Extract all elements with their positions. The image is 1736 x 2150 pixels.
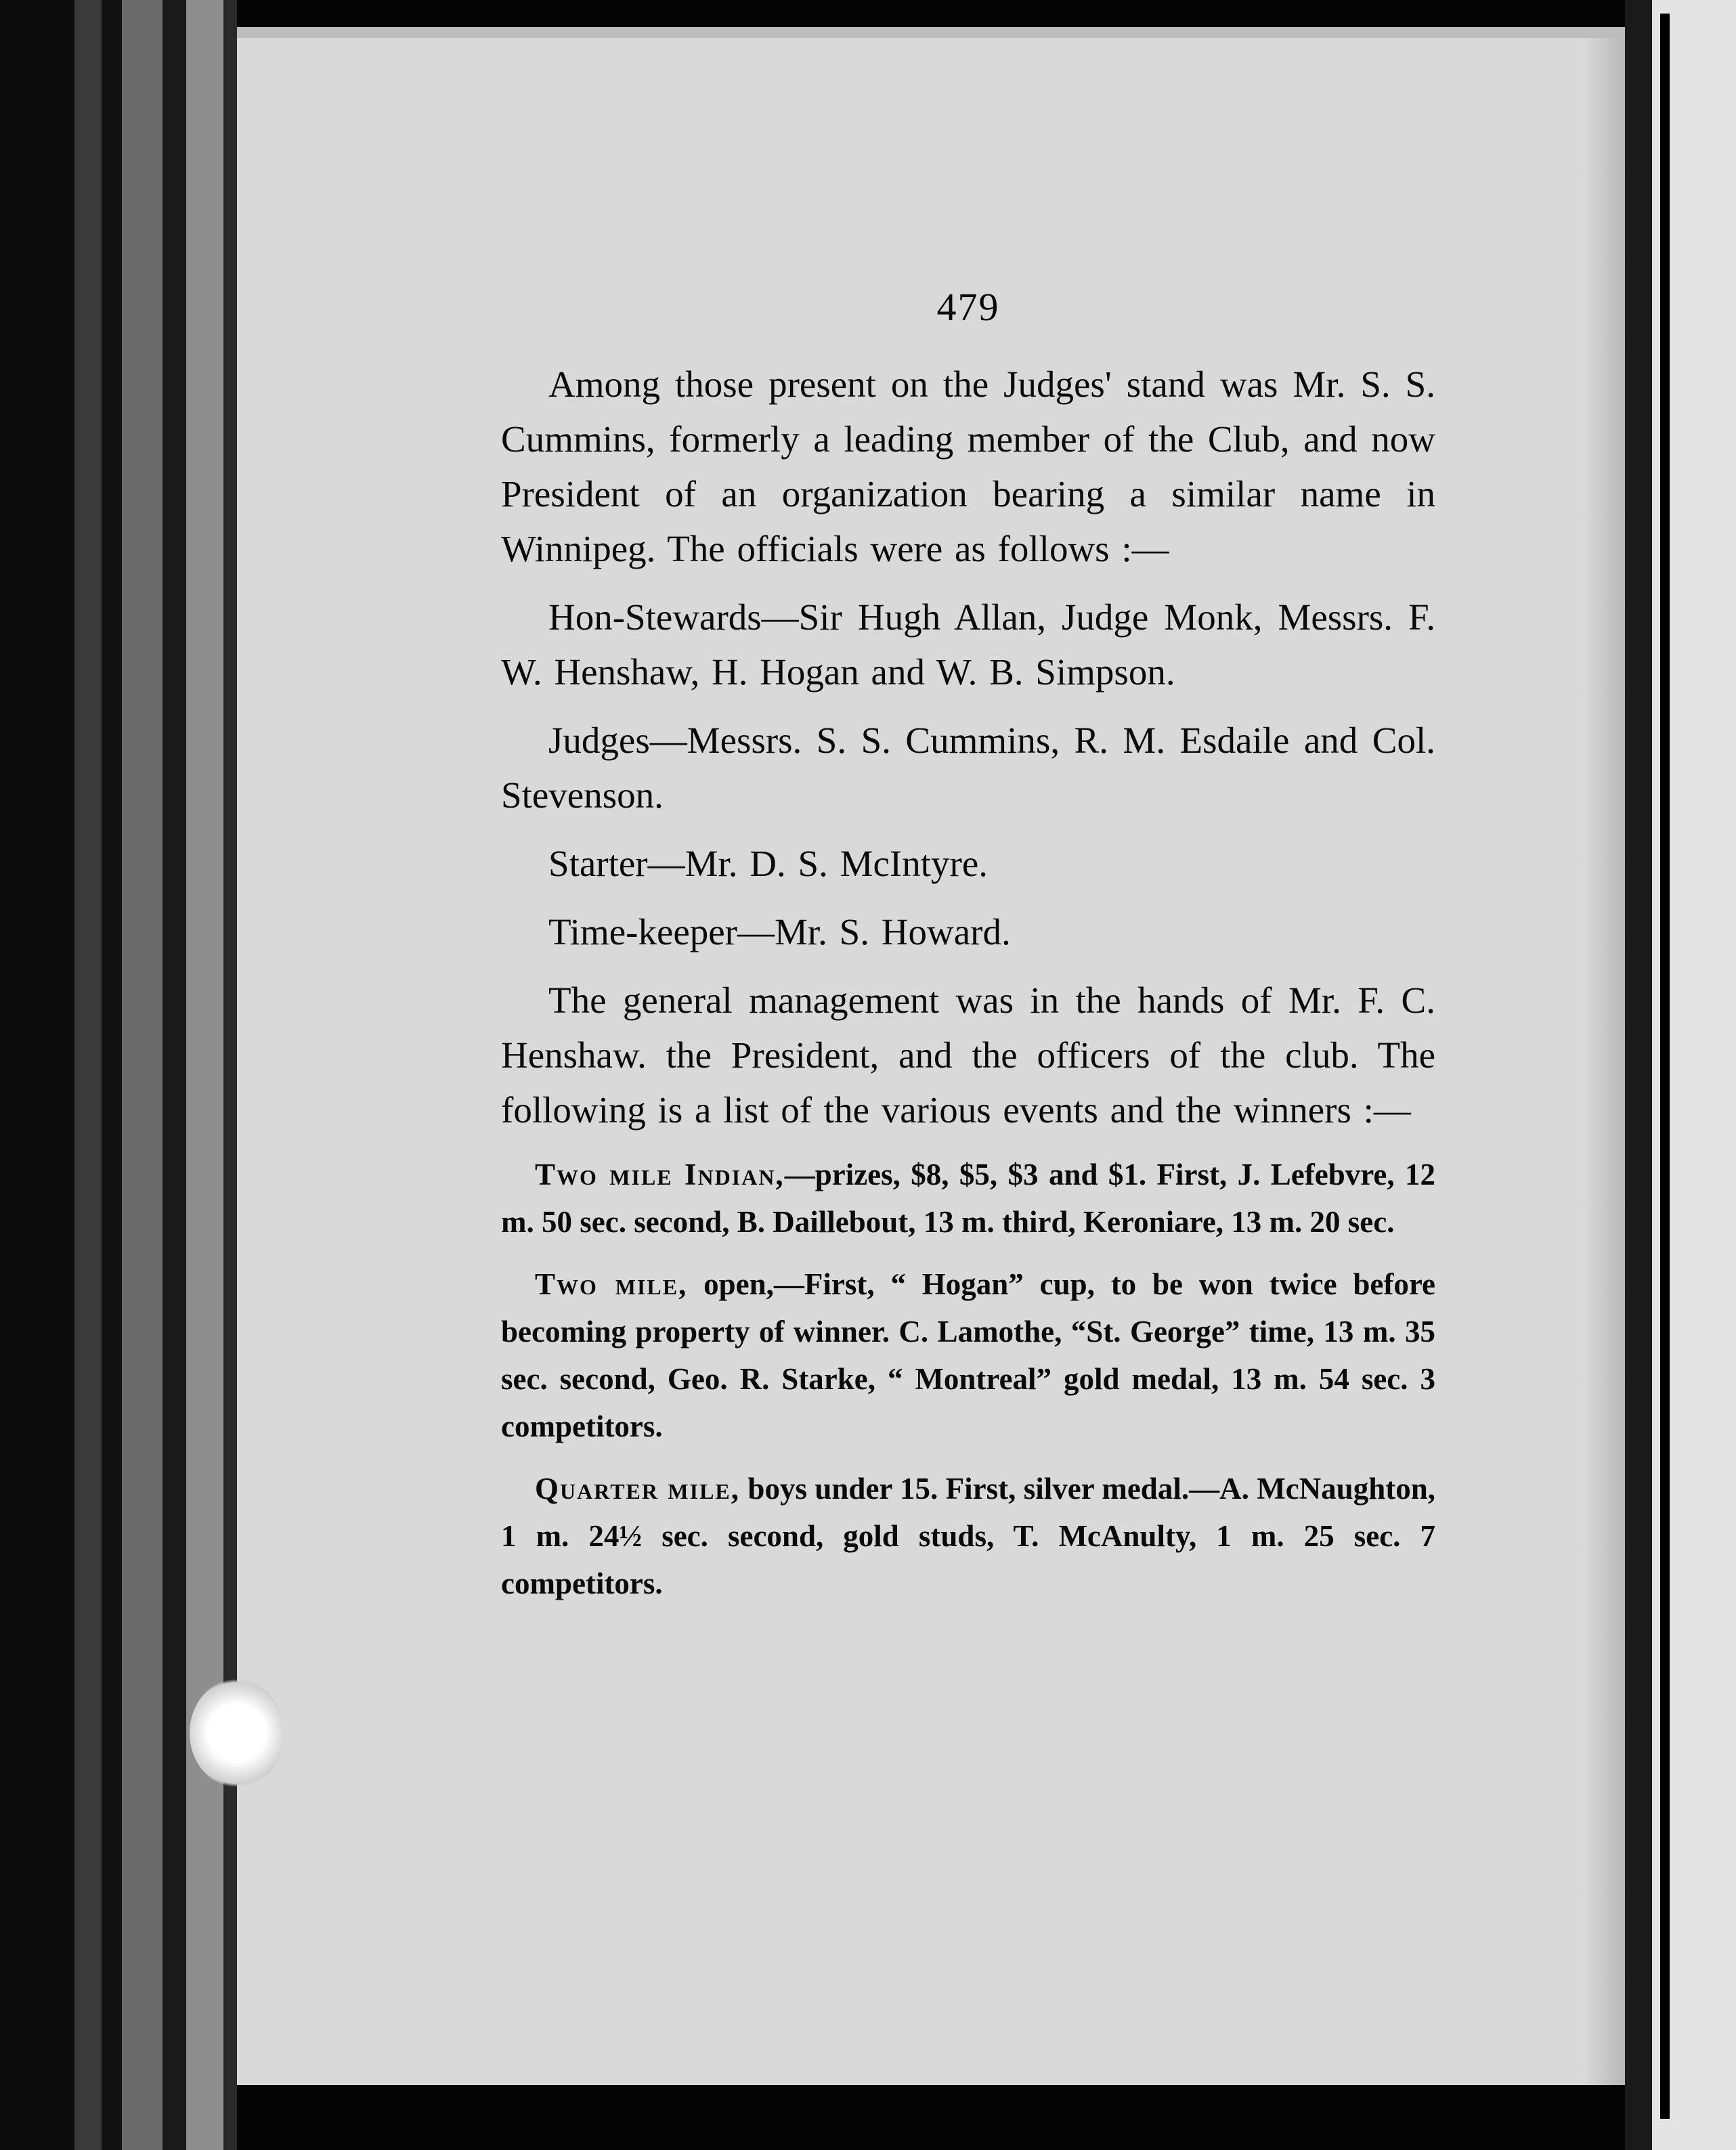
event-text: —prizes, $8, $5, $3 and $1. First, J. Lefebvre, 12 m. 50 sec. second, B. Daillebout, 13 m. third, Keroniare, 13 m. 20 sec. <box>501 1158 1435 1239</box>
book-edge <box>0 0 74 2150</box>
book-gutter <box>1625 0 1652 2150</box>
page-smudge <box>190 1679 284 1787</box>
event-two-mile-open <box>501 1260 1435 1450</box>
event-title: Two mile Indian, <box>535 1158 785 1191</box>
paragraph-management: The general management was in the hands of Mr. F. C. Henshaw. the President, and the officers of the club. The following is a list of the various events and the winners :— <box>501 980 1435 1131</box>
event-quarter-mile <box>501 1465 1435 1607</box>
paragraph-hon-stewards: Hon-Stewards—Sir Hugh Allan, Judge Monk, Messrs. F. W. Henshaw, H. Hogan and W. B. Simpson. <box>501 596 1435 693</box>
paragraph-officials-intro: Among those present on the Judges' stand was Mr. S. S. Cummins, formerly a leading member of the Club, and now President of an organization bearing a similar name in Winnipeg. The officials were as follows :— <box>501 364 1435 569</box>
book-edge <box>74 0 102 2150</box>
book-edge <box>186 0 223 2150</box>
event-text: open,—First, “ Hogan” cup, to be won twice before becoming property of winner. C. Lamothe, “St. George” time, 13 m. 35 sec. second, Geo. R. Starke, “ Montreal” gold medal, 13 m. 54 sec. 3 competitors. <box>501 1267 1436 1443</box>
event-text: boys under 15. First, silver medal.—A. McNaughton, 1 m. 24½ sec. second, gold studs, T. McAnulty, 1 m. 25 sec. 7 competitors. <box>501 1472 1435 1600</box>
book-edge <box>122 0 162 2150</box>
page-number: 479 <box>936 285 1000 329</box>
event-title: Two mile, <box>535 1267 688 1301</box>
book-edge <box>223 0 237 2150</box>
page-shadow <box>1584 38 1625 2085</box>
event-title: Quarter mile, <box>535 1472 741 1506</box>
paragraph-starter: Starter—Mr. D. S. McIntyre. <box>548 843 988 884</box>
facing-page-rule <box>1660 14 1670 2119</box>
event-two-mile-indian <box>501 1151 1435 1246</box>
book-edge <box>162 0 186 2150</box>
book-edge <box>102 0 122 2150</box>
paragraph-time-keeper: Time-keeper—Mr. S. Howard. <box>548 911 1011 952</box>
page-content <box>501 284 1435 1622</box>
paragraph-judges: Judges—Messrs. S. S. Cummins, R. M. Esdaile and Col. Stevenson. <box>501 720 1435 816</box>
